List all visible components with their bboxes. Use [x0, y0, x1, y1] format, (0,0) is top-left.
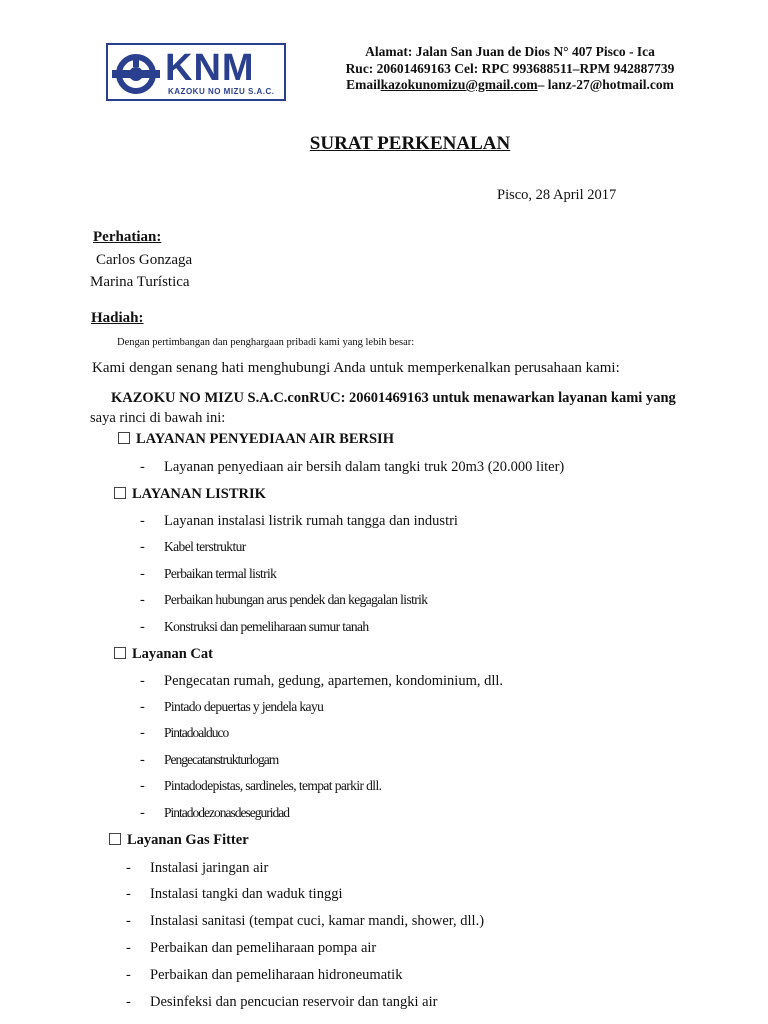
list-item: - Perbaikan hubungan arus pendek dan kegagalan listrik: [140, 592, 428, 608]
list-item: - Pintadodezonasdeseguridad: [140, 805, 289, 821]
list-item: - Instalasi sanitasi (tempat cuci, kamar mandi, shower, dll.): [126, 913, 485, 929]
email-line: Emailkazokunomizu@gmail.com– lanz-27@hotmail.com: [346, 77, 674, 92]
attention-label: Perhatian:: [93, 229, 162, 245]
logo-emblem-icon: [110, 47, 162, 99]
logo-name: KNM: [165, 47, 255, 89]
list-item: - Layanan instalasi listrik rumah tangga dan industri: [140, 513, 458, 529]
checkbox-icon: [114, 487, 126, 499]
list-item: - Pengecatan rumah, gedung, apartemen, kondominium, dll.: [140, 673, 504, 689]
address-line: Alamat: Jalan San Juan de Dios N° 407 Pisco - Ica: [365, 44, 655, 59]
company-logo: [106, 43, 286, 101]
section-heading: Layanan Cat: [114, 646, 213, 663]
list-item: - Konstruksi dan pemeliharaan sumur tanah: [140, 619, 369, 635]
list-item: - Desinfeksi dan pencucian reservoir dan tangki air: [126, 994, 438, 1010]
list-item: - Perbaikan dan pemeliharaan pompa air: [126, 940, 377, 956]
checkbox-icon: [109, 833, 121, 845]
list-item: - Perbaikan termal listrik: [140, 566, 277, 582]
email-link[interactable]: kazokunomizu@gmail.com: [380, 77, 538, 92]
contact-header: [300, 44, 720, 94]
hadiah-label: Hadiah:: [91, 310, 144, 326]
intro-text: Kami dengan senang hati menghubungi Anda untuk memperkenalkan perusahaan kami:: [92, 360, 620, 376]
section-heading: LAYANAN PENYEDIAAN AIR BERSIH: [118, 431, 394, 448]
list-item: - Pintado depuertas y jendela kayu: [140, 699, 324, 715]
list-item: - Instalasi tangki dan waduk tinggi: [126, 886, 343, 902]
list-item: - Pengecatanstrukturlogam: [140, 752, 279, 768]
logo-subtitle: KAZOKU NO MIZU S.A.C.: [168, 87, 275, 96]
list-item: - Pintadoalduco: [140, 725, 229, 741]
list-item: - Kabel terstruktur: [140, 539, 246, 555]
hadiah-note: Dengan pertimbangan dan penghargaan pribadi kami yang lebih besar:: [117, 337, 415, 348]
section-heading: Layanan Gas Fitter: [109, 832, 249, 849]
list-item: - Pintadodepistas, sardineles, tempat parkir dll.: [140, 778, 382, 794]
list-item: - Perbaikan dan pemeliharaan hidroneumatik: [126, 967, 403, 983]
recipient-name: Carlos Gonzaga: [96, 252, 193, 268]
list-item: - Layanan penyediaan air bersih dalam tangki truk 20m3 (20.000 liter): [140, 459, 565, 475]
checkbox-icon: [114, 647, 126, 659]
checkbox-icon: [118, 432, 130, 444]
ruc-phone-line: Ruc: 20601469163 Cel: RPC 993688511–RPM 942887739: [345, 60, 675, 76]
list-item: - Instalasi jaringan air: [126, 860, 269, 876]
recipient-org: Marina Turística: [90, 274, 190, 290]
letter-date: Pisco, 28 April 2017: [497, 187, 617, 203]
section-heading: LAYANAN LISTRIK: [114, 486, 266, 503]
company-line: KAZOKU NO MIZU S.A.C.conRUC: 20601469163 untuk menawarkan layanan kami yang: [111, 390, 676, 406]
company-line-2: saya rinci di bawah ini:: [90, 410, 226, 426]
letter-title: SURAT PERKENALAN: [309, 133, 511, 154]
